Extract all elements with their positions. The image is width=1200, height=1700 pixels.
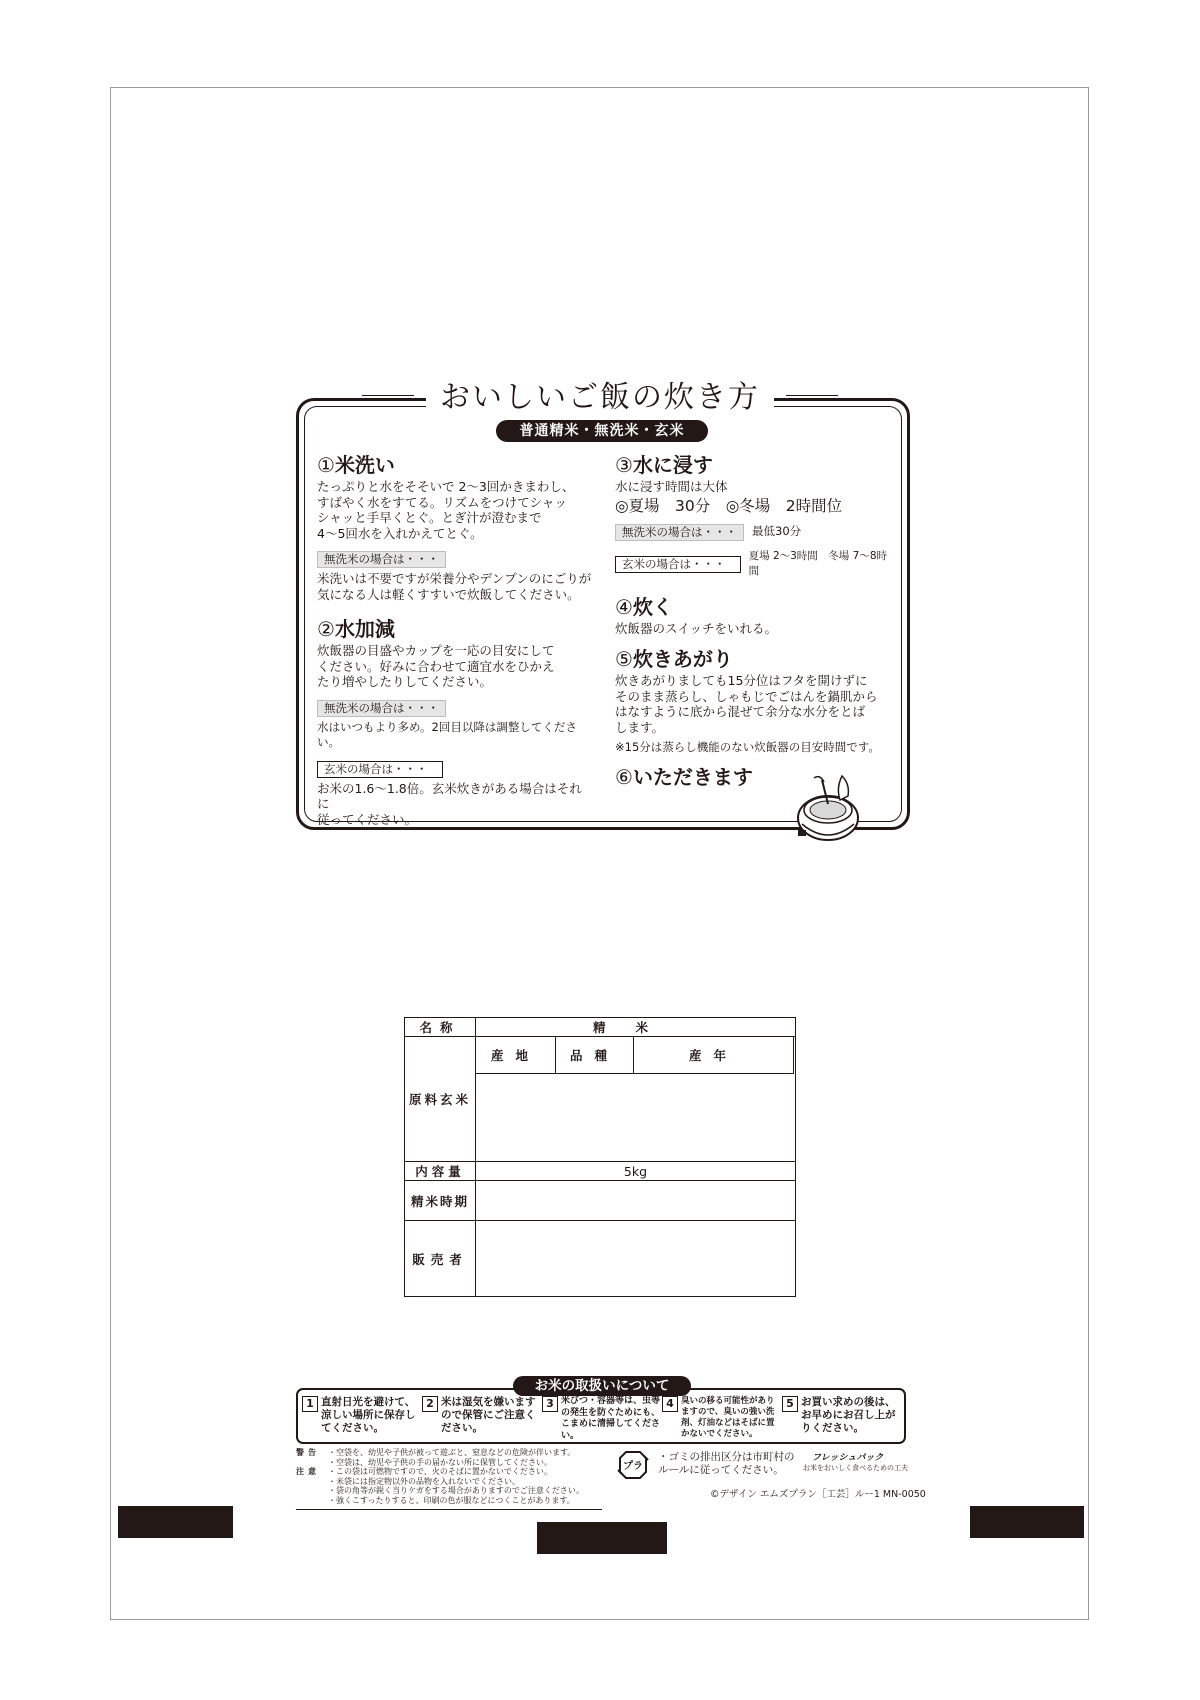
handling-item-text: 米は湿気を嫌いますので保管にご注意ください。	[441, 1396, 536, 1434]
raw-rice-subheader	[476, 1037, 794, 1074]
caution-label: 注意	[296, 1467, 320, 1476]
step1-tag-line: 米洗いは不要ですが栄養分やデンプンのにごりが	[317, 571, 592, 586]
step5-title: 炊きあがり	[632, 647, 733, 671]
step1-line: シャッと手早くとぐ。とぎ汁が澄むまで	[317, 510, 542, 525]
step2-genmai-line: お米の1.6～1.8倍。玄米炊きがある場合はそれに	[317, 780, 582, 811]
guide-right-column	[615, 452, 897, 791]
step1-tag-line: 気になる人は軽くすすいで炊飯してください。	[317, 586, 580, 602]
seller-value	[476, 1221, 796, 1297]
step2-line: 炊飯器の目盛やカップを一応の目安にして	[317, 643, 555, 658]
rice-cooker-icon	[790, 770, 870, 850]
step1-number: ①	[317, 453, 335, 477]
handling-item	[782, 1396, 902, 1442]
handling-item	[302, 1396, 422, 1442]
step4-text: 炊飯器のスイッチをいれる。	[615, 620, 778, 636]
handling-item-text: 米びつ・容器等は、虫等の発生を防ぐためにも、こまめに清掃してください。	[561, 1396, 661, 1441]
recycle-text-line: ・ゴミの排出区分は市町村の	[658, 1451, 795, 1463]
handling-items	[302, 1396, 902, 1442]
name-value: 精米	[476, 1018, 796, 1037]
step3-heading	[615, 452, 897, 478]
step3-title: 水に浸す	[632, 453, 713, 477]
step5-note: ※15分は蒸らし機能のない炊飯器の目安時間です。	[615, 740, 880, 754]
registration-block-right	[970, 1506, 1084, 1538]
milling-date-value	[476, 1181, 796, 1221]
step3-musenmai-row	[615, 524, 897, 541]
origin-header: 産地	[476, 1037, 556, 1073]
step1-line: 4～5回水を入れかえてとぐ。	[317, 525, 483, 541]
step5-line: はなすように底から混ぜて余分な水分をとば	[615, 704, 866, 719]
raw-rice-cell	[476, 1037, 796, 1162]
handling-item	[662, 1396, 782, 1442]
guide-left-column	[317, 452, 593, 827]
step6-number: ⑥	[615, 764, 633, 789]
step5-line: そのまま蒸らし、しゃもじでごはんを鍋肌から	[615, 688, 878, 704]
step3-musenmai-tag: 無洗米の場合は・・・	[615, 524, 744, 541]
handling-item-text: お買い求めの後は、お早めにお召し上がりください。	[801, 1396, 896, 1434]
cooking-guide-title: おいしいご飯の炊き方	[426, 378, 774, 418]
handling-item-number: 1	[302, 1396, 318, 1412]
step3-genmai-row	[615, 549, 897, 580]
step3-genmai-tag: 玄米の場合は・・・	[615, 556, 741, 573]
registration-block-center	[537, 1522, 667, 1554]
caution-line: ・米袋には指定物以外の品物を入れないでください。	[328, 1476, 520, 1486]
raw-rice-subheader-row	[476, 1037, 793, 1073]
step2-title: 水加減	[334, 617, 395, 641]
warning-text	[328, 1448, 575, 1467]
step2-line: たり増やしたりしてください。	[317, 674, 493, 689]
caution-line: ・この袋は可燃物ですので、火のそばに置かないでください。	[328, 1467, 552, 1476]
caution-text	[328, 1467, 584, 1505]
step4-heading	[615, 594, 897, 620]
content-value: 5kg	[476, 1162, 796, 1181]
step6-title: いただきます	[632, 764, 753, 789]
handling-item-number: 4	[662, 1396, 678, 1412]
cooking-guide-title-wrap	[0, 378, 1200, 418]
step2-heading	[317, 616, 593, 642]
step2-musenmai-tag: 無洗米の場合は・・・	[317, 700, 446, 717]
warning-line: ・空袋を、幼児や子供が被って遊ぶと、窒息などの危険が伴います。	[328, 1448, 576, 1457]
handling-item	[542, 1396, 662, 1442]
step2-number: ②	[317, 617, 335, 641]
recycle-mark-text: プラ	[623, 1461, 643, 1472]
step5-number: ⑤	[615, 647, 633, 671]
step3-genmai-text: 夏場 2～3時間 冬場 7～8時間	[748, 549, 888, 577]
handling-item-text: 直射日光を避けて、涼しい場所に保存してください。	[321, 1396, 416, 1434]
step2-line: ください。好みに合わせて適宜水をひかえ	[317, 658, 555, 674]
content-label: 内容量	[405, 1162, 476, 1181]
step3-number: ③	[615, 453, 633, 477]
step1-musenmai-tag: 無洗米の場合は・・・	[317, 551, 446, 568]
handling-item	[422, 1396, 542, 1442]
handling-item-text: 臭いの移る可能性がありますので、臭いの強い洗剤、灯油などはそばに置かないでください。	[681, 1396, 775, 1439]
raw-rice-label: 原料玄米	[405, 1037, 476, 1162]
handling-item-number: 5	[782, 1396, 798, 1412]
fresh-pack-tagline: お米をおいしく食べるための工夫	[803, 1464, 908, 1472]
step1-line: たっぷりと水をそそいで 2～3回かきまわし、	[317, 479, 575, 494]
recycle-text-line: ルールに従ってください。	[658, 1464, 784, 1476]
step5-heading	[615, 646, 897, 672]
step2-musenmai-text: 水はいつもより多め。2回目以降は調整してください。	[317, 719, 577, 749]
step1-line: すばやく水をすてる。リズムをつけてシャッ	[317, 494, 567, 510]
warning-line: ・空袋は、幼児や子供の手の届かない所に保管してください。	[328, 1457, 552, 1467]
handling-notice-title: お米の取扱いについて	[513, 1376, 691, 1396]
design-credit: ©デザイン エムズプラン［工芸］ルー1 MN-0050	[710, 1489, 926, 1500]
caution-line: ・強くこすったりすると、印刷の色が服などにつくことがあります。	[328, 1495, 575, 1505]
caution-line: ・袋の角等が鋭く当りケガをする場合がありますのでご注意ください。	[328, 1486, 584, 1495]
step5-line: します。	[615, 719, 665, 735]
name-label: 名称	[405, 1018, 476, 1037]
year-header: 産年	[688, 1048, 738, 1063]
warning-caution-block	[296, 1448, 602, 1510]
step3-soak-times: ◎夏場 30分 ◎冬場 2時間位	[615, 496, 843, 515]
milling-date-label: 精米時期	[405, 1181, 476, 1221]
registration-block-left	[118, 1506, 233, 1538]
step4-number: ④	[615, 594, 633, 619]
handling-item-number: 2	[422, 1396, 438, 1412]
step2-genmai-line: 従ってください。	[317, 811, 418, 827]
step1-heading	[317, 452, 593, 478]
warning-row	[296, 1448, 602, 1467]
product-label-table	[404, 1017, 796, 1297]
step3-intro: 水に浸す時間は大体	[615, 479, 728, 494]
rice-types-badge: 普通精米・無洗米・玄米	[496, 420, 708, 442]
handling-item-number: 3	[542, 1396, 558, 1412]
warning-label: 警告	[296, 1448, 320, 1457]
step2-genmai-tag: 玄米の場合は・・・	[317, 761, 443, 778]
recycle-text	[658, 1451, 795, 1477]
step4-title: 炊く	[632, 594, 673, 619]
step1-title: 米洗い	[334, 453, 395, 477]
variety-header: 品種	[556, 1037, 634, 1073]
caution-row	[296, 1467, 602, 1505]
plastic-recycle-icon	[616, 1450, 650, 1480]
step5-line: 炊きあがりましても15分位はフタを開けずに	[615, 673, 868, 688]
step3-musenmai-text: 最低30分	[752, 524, 802, 539]
seller-label: 販売者	[405, 1221, 476, 1297]
fresh-pack-logo: フレッシュパック	[812, 1453, 884, 1463]
